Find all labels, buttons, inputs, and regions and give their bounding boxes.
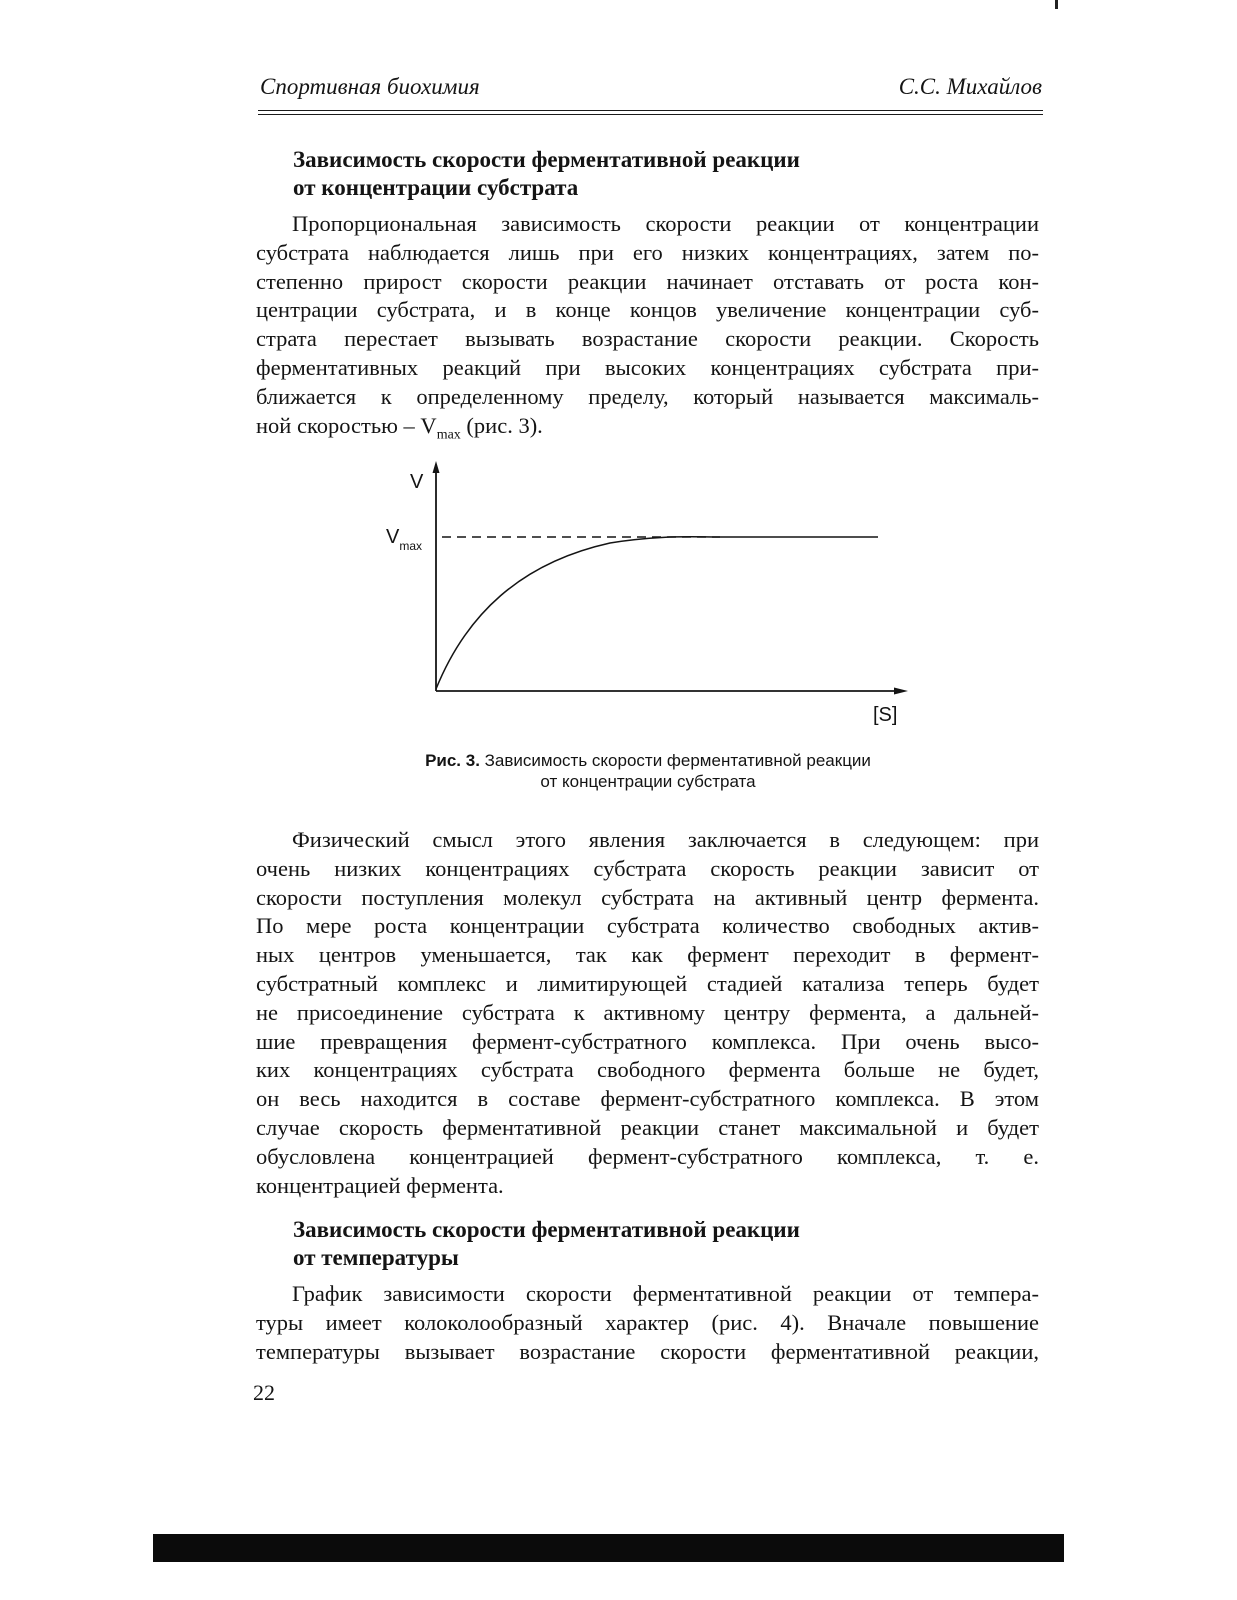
paragraph-line: концентрацией фермента.: [256, 1172, 504, 1198]
paragraph-line: обусловлена концентрацией фермент-субстратного комплекса, т. е.: [256, 1143, 1039, 1169]
figure-3-caption: [356, 750, 940, 792]
paragraph-line: степенно прирост скорости реакции начинает отставать от роста кон-: [256, 268, 1039, 294]
section-heading-line: от температуры: [293, 1245, 459, 1270]
header-rule-top: [258, 110, 1043, 111]
y-axis-arrowhead: [433, 461, 440, 473]
paragraph-line: ферментативных реакций при высоких концентрациях субстрата при-: [256, 354, 1039, 380]
running-header-book-title: Спортивная биохимия: [260, 74, 480, 99]
paragraph-line: шие превращения фермент-субстратного комплекса. При очень высо-: [256, 1028, 1039, 1054]
paragraph-line: скорости поступления молекул субстрата на активный центр фермента.: [256, 884, 1039, 910]
paragraph-line: очень низких концентрациях субстрата скорость реакции зависит от: [256, 855, 1039, 881]
paragraph-line: субстратный комплекс и лимитирующей стадией катализа теперь будет: [256, 970, 1039, 996]
paragraph-line: Пропорциональная зависимость скорости реакции от концентрации: [292, 211, 1039, 236]
vmax-text-sub: max: [436, 427, 461, 443]
figure-3-michaelis-curve: [370, 455, 930, 745]
vmax-text-before: ной скоростью – V: [256, 412, 437, 438]
paragraph-line: ких концентрациях субстрата свободного фермента больше не будет,: [256, 1057, 1039, 1083]
section-heading-temperature: [293, 1216, 800, 1272]
saturation-curve: [436, 537, 878, 689]
paragraph-line-last: [256, 412, 1039, 441]
paragraph-line: температуры вызывает возрастание скорости ферментативной реакции,: [256, 1338, 1039, 1364]
paragraph-physical-meaning: [256, 826, 1039, 1200]
x-axis-arrowhead: [894, 688, 908, 695]
paragraph-line: По мере роста концентрации субстрата количество свободных актив-: [256, 913, 1039, 939]
caption-line-2: от концентрации субстрата: [540, 772, 756, 791]
section-heading-substrate: [293, 146, 800, 202]
vmax-label: [386, 526, 422, 553]
caption-title-start: Зависимость скорости ферментативной реакции: [479, 751, 871, 770]
header-rule-bottom: [258, 114, 1043, 115]
paragraph-line: случае скорость ферментативной реакции станет максимальной и будет: [256, 1114, 1039, 1140]
caption-line-1: [356, 750, 940, 771]
paragraph-line: субстрата наблюдается лишь при его низких концентрациях, затем по-: [256, 239, 1039, 265]
page-number: 22: [253, 1380, 275, 1405]
paragraph-temperature-intro: [256, 1280, 1039, 1366]
y-axis-label: V: [410, 471, 424, 493]
x-axis-label: [S]: [873, 704, 898, 726]
paragraph-line: Физический смысл этого явления заключается в следующем: при: [292, 827, 1039, 852]
section-heading-line: от концентрации субстрата: [293, 175, 579, 200]
paragraph-substrate-intro: [256, 210, 1039, 443]
paragraph-line: страта перестает вызывать возрастание скорости реакции. Скорость: [256, 326, 1039, 352]
paragraph-line: ближается к определенному пределу, который называется максималь-: [256, 383, 1039, 409]
paragraph-line: График зависимости скорости ферментативной реакции от темпера-: [292, 1281, 1039, 1306]
paragraph-line: ных центров уменьшается, так как фермент переходит в фермент-: [256, 942, 1039, 968]
vmax-label-sub: max: [399, 539, 423, 553]
caption-figure-number: Рис. 3.: [425, 751, 480, 770]
scan-bottom-bar: [153, 1534, 1064, 1562]
paragraph-line: центрации субстрата, и в конце концов увеличение концентрации суб-: [256, 297, 1039, 323]
vmax-text-after: (рис. 3).: [460, 412, 543, 438]
scan-corner-mark: [1055, 0, 1058, 9]
section-heading-line: Зависимость скорости ферментативной реакции: [293, 1217, 800, 1242]
vmax-label-main: V: [386, 526, 400, 548]
paragraph-line: не присоединение субстрата к активному центру фермента, а дальней-: [256, 999, 1039, 1025]
section-heading-line: Зависимость скорости ферментативной реакции: [293, 147, 800, 172]
paragraph-line: он весь находится в составе фермент-субстратного комплекса. В этом: [256, 1086, 1039, 1112]
paragraph-line: туры имеет колоколообразный характер (рис. 4). Вначале повышение: [256, 1309, 1039, 1335]
running-header-author: С.С. Михайлов: [898, 74, 1042, 99]
